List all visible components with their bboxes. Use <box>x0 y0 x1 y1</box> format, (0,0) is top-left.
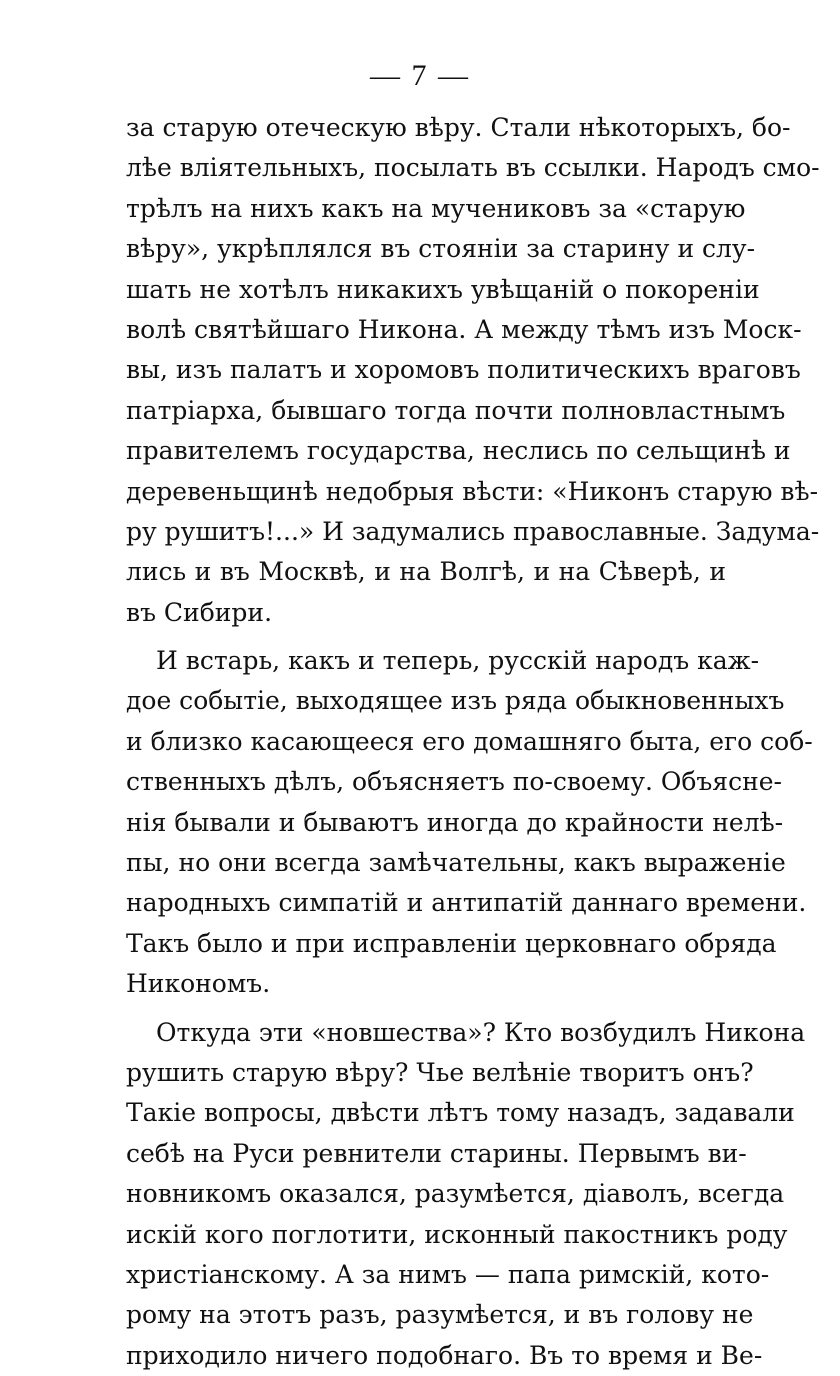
text-line: трѣлъ на нихъ какъ на мучениковъ за «старую <box>126 193 746 223</box>
text-line: себѣ на Руси ревнители старины. Первымъ ви- <box>126 1138 747 1168</box>
text-line: Такіе вопросы, двѣсти лѣтъ тому назадъ, задавали <box>126 1098 795 1128</box>
text-line: за старую отеческую вѣру. Стали нѣкоторыхъ, бо- <box>126 113 791 142</box>
paragraph-gap <box>126 1005 726 1013</box>
text-line: въ Сибири. <box>126 597 273 627</box>
text-line: нія бывали и бываютъ иногда до крайности нелѣ- <box>126 807 784 837</box>
text-line: и близко касающееся его домашняго быта, его соб- <box>126 726 813 756</box>
text-line: лись и въ Москвѣ, и на Волгѣ, и на Сѣверѣ, и <box>126 557 726 587</box>
text-line: волѣ святѣйшаго Никона. А между тѣмъ изъ Моск- <box>126 314 802 344</box>
text-line: вы, изъ палатъ и хоромовъ политическихъ враговъ <box>126 355 801 385</box>
paragraph-2 <box>126 641 813 1005</box>
page-number: — 7 — <box>370 59 470 92</box>
paragraph-1 <box>126 108 820 633</box>
text-line: лѣе вліятельныхъ, посылать въ ссылки. Народъ смо- <box>126 153 820 183</box>
text-line: народныхъ симпатій и антипатій даннаго времени. <box>126 888 807 918</box>
text-line: шать не хотѣлъ никакихъ увѣщаній о покореніи <box>126 274 760 304</box>
text-line: приходило ничего подобнаго. Въ то время и Ве- <box>126 1340 763 1370</box>
text-line: пы, но они всегда замѣчательны, какъ выраженіе <box>126 848 786 878</box>
body-text <box>126 108 820 1376</box>
text-line: христіанскому. А за нимъ — папа римскій, кото- <box>126 1259 770 1289</box>
text-line: дое событіе, выходящее изъ ряда обыкновенныхъ <box>126 686 785 716</box>
text-line: Откуда эти «новшества»? Кто возбудилъ Никона <box>156 1017 806 1047</box>
text-line: вѣру», укрѣплялся въ стояніи за старину и слу- <box>126 234 756 264</box>
paragraph-3 <box>126 1013 806 1376</box>
text-line: патріарха, бывшаго тогда почти полновластнымъ <box>126 395 786 425</box>
text-line: И встарь, какъ и теперь, русскій народъ каж- <box>156 646 760 676</box>
text-line: ственныхъ дѣлъ, объясняетъ по-своему. Объясне- <box>126 767 782 797</box>
text-line: рушить старую вѣру? Чье велѣніе творитъ онъ? <box>126 1057 754 1087</box>
paragraph-gap <box>126 633 726 641</box>
text-line: новникомъ оказался, разумѣется, діаволъ, всегда <box>126 1179 785 1209</box>
text-line: ру рушитъ!...» И задумались православные. Задума- <box>126 516 820 546</box>
text-line: Такъ было и при исправленіи церковнаго обряда <box>126 928 777 958</box>
text-line: деревеньщинѣ недобрыя вѣсти: «Никонъ старую вѣ- <box>126 476 819 506</box>
text-line: искій кого поглотити, исконный пакостникъ роду <box>126 1219 788 1249</box>
text-line: рому на этотъ разъ, разумѣется, и въ голову не <box>126 1300 754 1330</box>
text-line: правителемъ государства, неслись по сельщинѣ и <box>126 436 791 466</box>
text-line: Никономъ. <box>126 969 271 999</box>
